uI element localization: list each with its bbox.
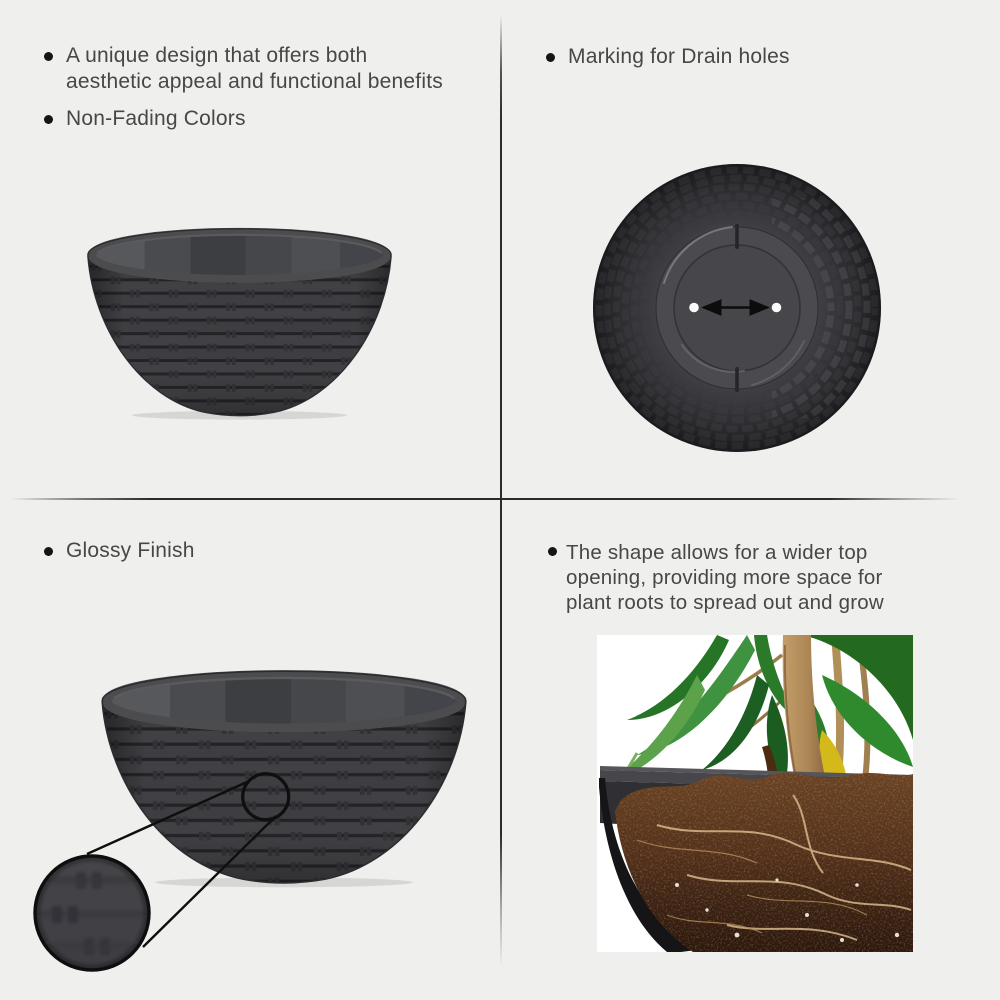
feature-text-line: plant roots to spread out and grow [566, 591, 884, 614]
feature-text-line: Non-Fading Colors [66, 107, 246, 130]
drain-hole-mark-right [772, 303, 782, 313]
feature-text-line: Marking for Drain holes [568, 45, 790, 68]
feature-text-line: aesthetic appeal and functional benefits [66, 70, 443, 93]
plant-roots-illustration [597, 635, 913, 952]
plant-roots-photo [597, 635, 913, 952]
feature-item [548, 540, 884, 615]
drain-hole-mark-left [689, 303, 699, 313]
feature-item [546, 44, 790, 70]
feature-text-line: opening, providing more space for [566, 566, 883, 589]
bullet-dot [44, 115, 53, 124]
bullet-dot [546, 53, 555, 62]
magnifier-source-circle [243, 774, 289, 820]
panel-top-left-features [44, 43, 443, 132]
magnifier-connector-line-top [87, 782, 247, 854]
planter-bottom-view-illustration [592, 163, 882, 453]
feature-item [44, 106, 443, 132]
feature-text-line: A unique design that offers both [66, 44, 368, 67]
feature-item [44, 43, 443, 95]
base-notch-bottom [735, 367, 739, 392]
feature-text-line: Glossy Finish [66, 539, 195, 562]
planter-side-view-illustration [86, 226, 393, 422]
texture-magnifier-callout [0, 500, 500, 1000]
vertical-divider [500, 15, 502, 967]
panel-top-right-features [546, 44, 790, 70]
base-notch-top [735, 224, 739, 249]
bullet-dot [44, 52, 53, 61]
magnifier-connector-line-bottom [143, 816, 276, 947]
bullet-dot [548, 547, 557, 556]
panel-bottom-right-features [548, 540, 884, 615]
feature-text-line: The shape allows for a wider top [566, 541, 868, 564]
